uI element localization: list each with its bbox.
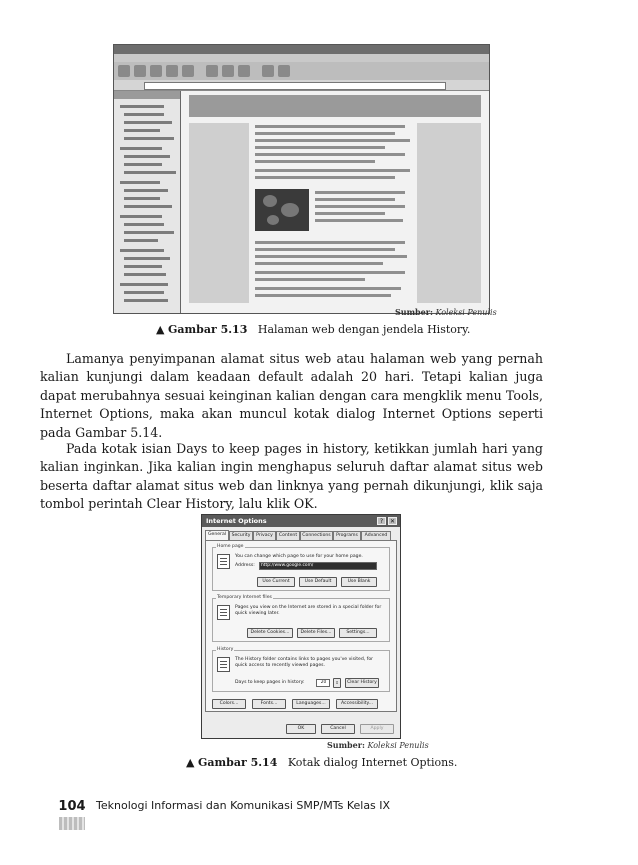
cancel-button[interactable]: Cancel bbox=[321, 724, 355, 734]
figure-browser-history-screenshot bbox=[113, 44, 490, 314]
general-tab-panel bbox=[205, 540, 397, 712]
footer-book-title: Teknologi Informasi dan Komunikasi SMP/MTs Kelas IX bbox=[96, 799, 391, 812]
temporary-files-group bbox=[212, 595, 390, 642]
browser-toolbar bbox=[114, 62, 489, 81]
delete-files-button[interactable]: Delete Files... bbox=[297, 628, 335, 638]
temporary-files-description: Pages you view on the Internet are stored in a special folder for quick viewing later. bbox=[235, 605, 382, 616]
tab-content[interactable]: Content bbox=[276, 531, 300, 540]
dialog-tabs bbox=[205, 530, 397, 540]
clear-history-button[interactable]: Clear History bbox=[345, 678, 379, 688]
favorites-icon bbox=[222, 65, 234, 77]
tab-security[interactable]: Security bbox=[229, 531, 253, 540]
fonts-button[interactable]: Fonts... bbox=[252, 699, 286, 709]
days-to-keep-label: Days to keep pages in history: bbox=[235, 680, 305, 685]
accessibility-button[interactable]: Accessibility... bbox=[336, 699, 378, 709]
tab-advanced[interactable]: Advanced bbox=[361, 531, 391, 540]
temporary-files-icon bbox=[217, 605, 230, 620]
figure-2-caption bbox=[186, 756, 457, 769]
delete-cookies-button[interactable]: Delete Cookies... bbox=[247, 628, 293, 638]
home-page-icon bbox=[217, 554, 230, 569]
caption-triangle-icon: ▲ bbox=[156, 323, 165, 336]
mail-icon bbox=[262, 65, 274, 77]
colors-button[interactable]: Colors... bbox=[212, 699, 246, 709]
source-text: Koleksi Penulis bbox=[435, 308, 497, 317]
dialog-title: Internet Options bbox=[202, 515, 400, 527]
search-icon bbox=[206, 65, 218, 77]
history-label: History bbox=[217, 647, 234, 652]
source-text: Koleksi Penulis bbox=[367, 741, 429, 750]
history-icon bbox=[238, 65, 250, 77]
caption-text: Kotak dialog Internet Options. bbox=[287, 756, 458, 769]
use-current-button[interactable]: Use Current bbox=[257, 577, 295, 587]
close-button[interactable]: ✕ bbox=[389, 518, 396, 525]
address-label: Address: bbox=[235, 563, 255, 568]
days-spinner-icon[interactable]: ⇕ bbox=[333, 678, 341, 688]
stop-icon bbox=[150, 65, 162, 77]
web-page-content bbox=[181, 91, 489, 313]
history-folder-icon bbox=[217, 657, 230, 672]
paragraph-2: Pada kotak isian Days to keep pages in history, ketikkan jumlah hari yang kalian inginkan. Jika kalian ingin menghapus seluruh daftar alamat situs web beserta daftar alamat situs web dan linknya yang pernah dikunjungi, klik saja tombol perintah Clear History, lalu klik OK. bbox=[40, 441, 543, 512]
back-icon bbox=[118, 65, 130, 77]
languages-button[interactable]: Languages... bbox=[292, 699, 330, 709]
home-page-address-input[interactable]: http://www.google.com/ bbox=[259, 562, 377, 570]
use-default-button[interactable]: Use Default bbox=[299, 577, 337, 587]
figure-1-caption bbox=[156, 323, 470, 336]
use-blank-button[interactable]: Use Blank bbox=[341, 577, 377, 587]
browser-address-bar bbox=[114, 80, 489, 91]
source-label: Sumber: bbox=[327, 740, 365, 750]
forward-icon bbox=[134, 65, 146, 77]
days-to-keep-input[interactable]: 20 bbox=[316, 679, 330, 687]
caption-triangle-icon: ▲ bbox=[186, 756, 195, 769]
temporary-files-label: Temporary Internet files bbox=[217, 595, 272, 600]
figure-1-source bbox=[395, 307, 497, 317]
history-description: The History folder contains links to pages you've visited, for quick access to recently viewed pages. bbox=[235, 657, 374, 668]
caption-number: Gambar 5.14 bbox=[197, 756, 278, 769]
tab-connections[interactable]: Connections bbox=[300, 531, 333, 540]
tab-programs[interactable]: Programs bbox=[333, 531, 361, 540]
tab-privacy[interactable]: Privacy bbox=[253, 531, 276, 540]
history-pane bbox=[114, 91, 181, 313]
ok-button[interactable]: OK bbox=[286, 724, 316, 734]
browser-titlebar bbox=[114, 45, 489, 54]
help-button[interactable]: ? bbox=[377, 517, 386, 525]
internet-options-dialog bbox=[201, 514, 401, 739]
print-icon bbox=[278, 65, 290, 77]
home-page-label: Home page bbox=[217, 544, 244, 549]
tab-general[interactable]: General bbox=[205, 530, 229, 540]
caption-number: Gambar 5.13 bbox=[167, 323, 248, 336]
web-page-photo bbox=[255, 189, 309, 231]
apply-button[interactable]: Apply bbox=[360, 724, 394, 734]
paragraph-1: Lamanya penyimpanan alamat situs web atau halaman web yang pernah kalian kunjungi dalam keadaan default adalah 20 hari. Tetapi kalian juga dapat merubahnya sesuai keinginan kalian dengan cara mengklik menu Tools, Internet Options, maka akan muncul kotak dialog Internet Options seperti pada Gambar 5.14. bbox=[40, 351, 543, 440]
settings-button[interactable]: Settings... bbox=[339, 628, 377, 638]
figure-2-source bbox=[327, 740, 429, 750]
caption-text: Halaman web dengan jendela History. bbox=[257, 323, 471, 336]
refresh-icon bbox=[166, 65, 178, 77]
source-label: Sumber: bbox=[395, 307, 433, 317]
home-page-group bbox=[212, 544, 390, 591]
page-number: 104 bbox=[58, 799, 86, 814]
home-page-description: You can change which page to use for your home page. bbox=[235, 554, 363, 559]
home-icon bbox=[182, 65, 194, 77]
history-group bbox=[212, 647, 390, 692]
